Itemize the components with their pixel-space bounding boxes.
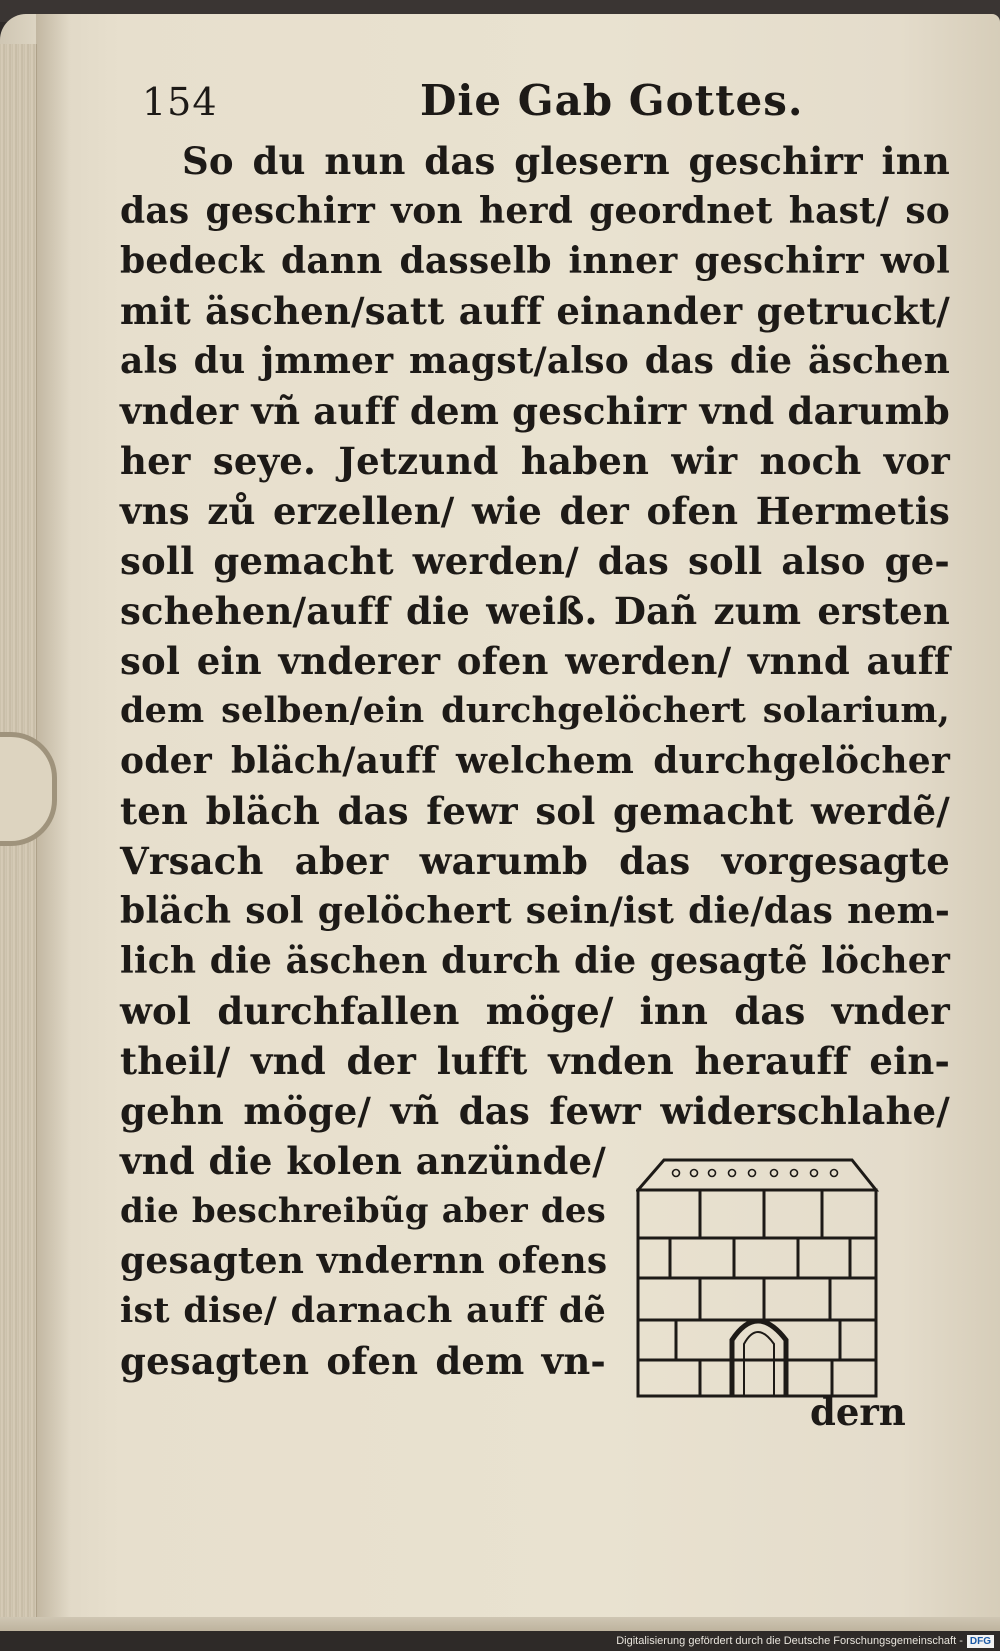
text-line: gehn möge/ vñ das fewr widerschlahe/ bbox=[120, 1089, 950, 1133]
furnace-woodcut bbox=[636, 1156, 880, 1400]
text-line: gesagten vndernn ofens bbox=[120, 1240, 608, 1282]
text-line: vnder vñ auff dem geschirr vnd darumb bbox=[120, 389, 950, 433]
text-line: vns zů erzellen/ wie der ofen Hermetis bbox=[120, 489, 950, 533]
running-title: Die Gab Gottes. bbox=[420, 76, 804, 125]
text-line: schehen/auff die weiß. Dañ zum ersten bbox=[120, 589, 950, 633]
text-line: oder bläch/auff welchem durchgelöcher bbox=[120, 740, 950, 782]
text-line: das geschirr von herd geordnet hast/ so bbox=[120, 190, 950, 232]
catchword: dern bbox=[810, 1390, 906, 1434]
text-line: Vrsach aber warumb das vorgesagte bbox=[120, 839, 950, 883]
dfg-logo: DFG bbox=[967, 1635, 994, 1648]
text-line: als du jmmer magst/also das die äschen bbox=[120, 340, 950, 382]
text-line: die beschreibũg aber des bbox=[120, 1191, 606, 1231]
text-line: her seye. Jetzund haben wir noch vor bbox=[120, 439, 950, 483]
text-line: wol durchfallen möge/ inn das vnder bbox=[120, 989, 950, 1033]
text-line: ist dise/ darnach auff dẽ bbox=[120, 1290, 606, 1331]
running-head bbox=[120, 70, 950, 136]
text-line: soll gemacht werden/ das soll also ge- bbox=[120, 539, 950, 583]
text-line: mit äschen/satt auff einander getruckt/ bbox=[120, 289, 950, 333]
text-line: ten bläch das fewr sol gemacht werdẽ/ bbox=[120, 789, 950, 833]
text-line: So du nun das glesern geschirr inn bbox=[182, 139, 950, 183]
text-line: dem selben/ein durchgelöchert solarium, bbox=[120, 690, 950, 731]
text-line: sol ein vnderer ofen werden/ vnnd auff bbox=[120, 639, 950, 683]
text-line: gesagten ofen dem vn- bbox=[120, 1339, 606, 1383]
text-line: theil/ vnd der lufft vnden herauff ein- bbox=[120, 1039, 950, 1083]
text-line: vnd die kolen anzünde/ bbox=[120, 1139, 606, 1183]
text-line: bedeck dann dasselb inner geschirr wol bbox=[120, 240, 950, 282]
credit-text: Digitalisierung gefördert durch die Deutsche Forschungsgemeinschaft - bbox=[616, 1635, 963, 1647]
text-line: bläch sol gelöchert sein/ist die/das nem- bbox=[120, 890, 950, 932]
page-number: 154 bbox=[142, 80, 218, 124]
digitization-credit bbox=[616, 1633, 994, 1649]
text-line: lich die äschen durch die gesagtẽ löcher bbox=[120, 940, 950, 982]
